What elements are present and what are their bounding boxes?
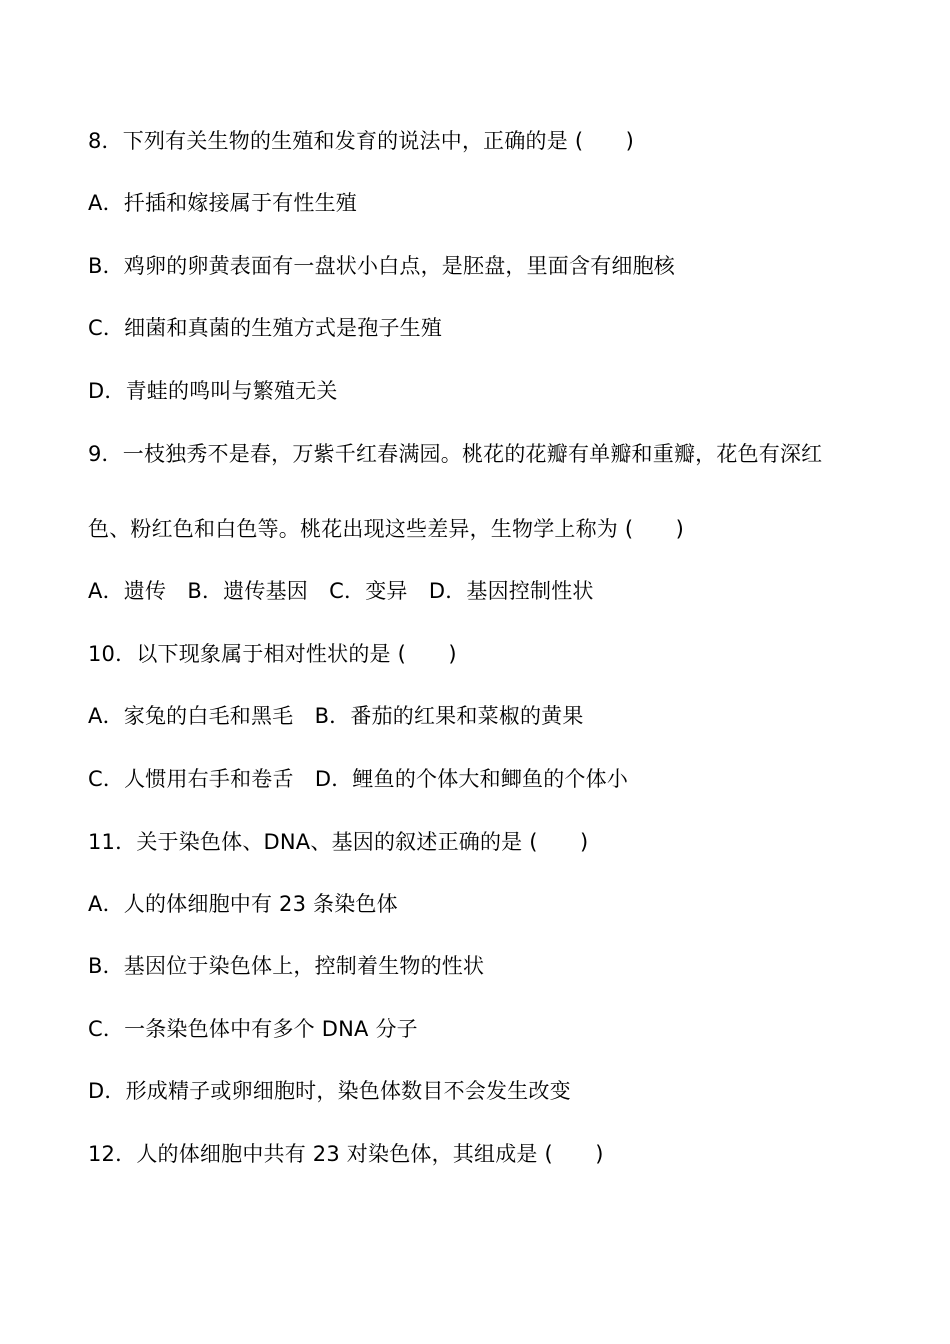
question-9-options: A．遗传 B．遗传基因 C．变异 D．基因控制性状 — [88, 579, 594, 603]
question-9-stem-line-1: 9．一枝独秀不是春，万紫千红春满园。桃花的花瓣有单瓣和重瓣，花色有深红 — [88, 442, 823, 466]
question-8-option-c: C．细菌和真菌的生殖方式是孢子生殖 — [88, 316, 443, 340]
question-11-option-b: B．基因位于染色体上，控制着生物的性状 — [88, 954, 485, 978]
question-8-option-d: D．青蛙的鸣叫与繁殖无关 — [88, 379, 338, 403]
question-10-options-ab: A．家兔的白毛和黑毛 B．番茄的红果和菜椒的黄果 — [88, 704, 584, 728]
question-10-options-cd: C．人惯用右手和卷舌 D．鲤鱼的个体大和鲫鱼的个体小 — [88, 767, 629, 791]
question-11-option-d: D．形成精子或卵细胞时，染色体数目不会发生改变 — [88, 1079, 571, 1103]
question-8-stem: 8．下列有关生物的生殖和发育的说法中，正确的是 ( ) — [88, 129, 635, 153]
question-9-stem-line-2: 色、粉红色和白色等。桃花出现这些差异，生物学上称为 ( ) — [88, 517, 685, 541]
question-8-option-b: B．鸡卵的卵黄表面有一盘状小白点，是胚盘，里面含有细胞核 — [88, 254, 676, 278]
question-8-option-a: A．扦插和嫁接属于有性生殖 — [88, 191, 357, 215]
question-11-stem: 11．关于染色体、DNA、基因的叙述正确的是 ( ) — [88, 830, 589, 854]
question-11-option-c: C．一条染色体中有多个 DNA 分子 — [88, 1017, 418, 1041]
question-12-stem: 12．人的体细胞中共有 23 对染色体，其组成是 ( ) — [88, 1142, 604, 1166]
question-10-stem: 10．以下现象属于相对性状的是 ( ) — [88, 642, 457, 666]
question-11-option-a: A．人的体细胞中有 23 条染色体 — [88, 892, 398, 916]
